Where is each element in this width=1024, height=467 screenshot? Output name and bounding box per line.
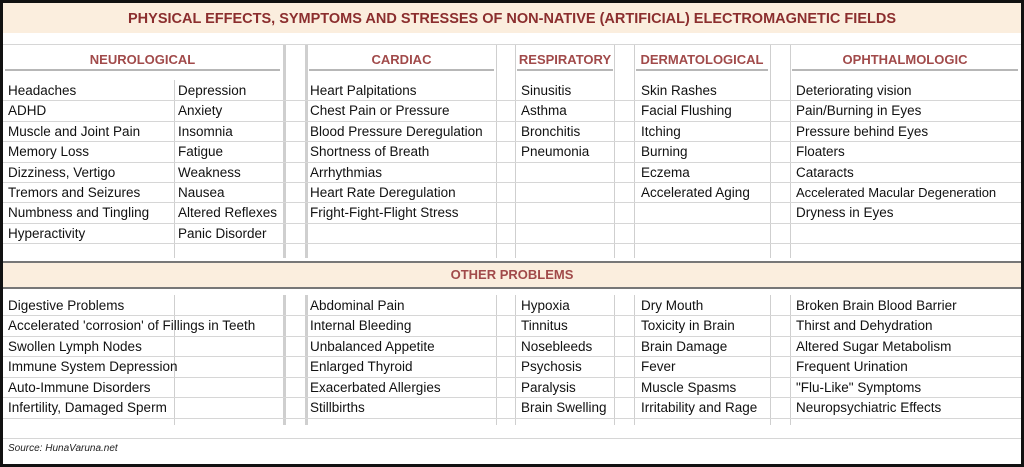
- category-respiratory: RESPIRATORY: [518, 52, 612, 67]
- symptom-cell: Deteriorating vision: [796, 83, 912, 98]
- symptom-cell: Asthma: [521, 103, 567, 119]
- symptom-cell: Digestive Problems: [8, 298, 125, 313]
- symptom-cell: Frequent Urination: [796, 359, 908, 375]
- symptom-cell: Dry Mouth: [641, 298, 704, 313]
- symptom-cell: Exacerbated Allergies: [310, 379, 441, 395]
- symptom-cell: Insomnia: [178, 123, 233, 139]
- symptom-cell: Pneumonia: [521, 144, 590, 160]
- symptom-cell: Thirst and Dehydration: [796, 318, 933, 334]
- symptom-cell: Altered Sugar Metabolism: [796, 338, 952, 354]
- symptom-cell: Altered Reflexes: [178, 205, 278, 221]
- symptom-cell: "Flu-Like" Symptoms: [796, 379, 922, 395]
- symptom-cell: Accelerated Macular Degeneration: [796, 184, 997, 200]
- symptom-cell: Skin Rashes: [641, 83, 717, 98]
- symptom-cell: Panic Disorder: [178, 225, 267, 241]
- symptom-cell: Pressure behind Eyes: [796, 123, 929, 139]
- category-dermatological: DERMATOLOGICAL: [640, 52, 764, 67]
- symptom-cell: Toxicity in Brain: [641, 318, 735, 334]
- symptom-cell: Heart Palpitations: [310, 83, 417, 98]
- symptom-cell: Paralysis: [521, 379, 576, 395]
- symptom-cell: Fever: [641, 359, 676, 375]
- symptom-cell: Shortness of Breath: [310, 144, 430, 160]
- source-credit: Source: HunaVaruna.net: [8, 443, 118, 454]
- symptom-cell: Swollen Lymph Nodes: [8, 338, 142, 354]
- symptom-cell: Abdominal Pain: [310, 298, 405, 313]
- symptom-cell: Internal Bleeding: [310, 318, 412, 334]
- symptom-cell: Tremors and Seizures: [8, 184, 141, 200]
- symptom-cell: Muscle and Joint Pain: [8, 123, 141, 139]
- category-cardiac: CARDIAC: [371, 52, 432, 67]
- category-neurological: NEUROLOGICAL: [89, 52, 196, 67]
- symptom-cell: Stillbirths: [310, 399, 365, 415]
- symptom-cell: Nausea: [178, 184, 225, 200]
- symptom-cell: Floaters: [796, 144, 845, 160]
- symptom-cell: Immune System Depression: [8, 359, 178, 375]
- symptom-cell: Hypoxia: [521, 298, 570, 313]
- symptom-cell: Infertility, Damaged Sperm: [8, 399, 167, 415]
- symptom-cell: Blood Pressure Deregulation: [310, 123, 483, 139]
- symptom-cell: Tinnitus: [521, 318, 568, 334]
- symptom-cell: Accelerated 'corrosion' of Fillings in Teeth: [8, 318, 256, 334]
- symptom-cell: Heart Rate Deregulation: [310, 184, 456, 200]
- symptom-cell: Chest Pain or Pressure: [310, 103, 450, 119]
- symptom-cell: ADHD: [8, 103, 47, 119]
- symptom-cell: Brain Swelling: [521, 399, 607, 415]
- page-title: PHYSICAL EFFECTS, SYMPTOMS AND STRESSES OF NON-NATIVE (ARTIFICIAL) ELECTROMAGNETIC FIELDS: [128, 11, 896, 27]
- symptom-cell: Cataracts: [796, 164, 854, 180]
- symptom-cell: Psychosis: [521, 359, 582, 375]
- symptom-cell: Hyperactivity: [8, 225, 86, 241]
- symptom-cell: Dizziness, Vertigo: [8, 164, 116, 180]
- symptom-cell: Memory Loss: [8, 144, 90, 160]
- symptom-cell: Itching: [641, 123, 681, 139]
- symptom-cell: Fright-Fight-Flight Stress: [310, 205, 459, 221]
- symptom-cell: Arrhythmias: [310, 164, 383, 180]
- symptom-cell: Muscle Spasms: [641, 379, 737, 395]
- symptom-cell: Sinusitis: [521, 83, 572, 98]
- symptom-cell: Numbness and Tingling: [8, 205, 150, 221]
- symptom-cell: Facial Flushing: [641, 103, 732, 119]
- symptom-cell: Pain/Burning in Eyes: [796, 103, 922, 119]
- symptom-cell: Accelerated Aging: [641, 184, 750, 200]
- symptom-cell: Brain Damage: [641, 338, 728, 354]
- other-problems-heading: OTHER PROBLEMS: [450, 267, 574, 282]
- symptom-cell: Nosebleeds: [521, 338, 593, 354]
- symptom-cell: Fatigue: [178, 144, 224, 160]
- symptom-cell: Headaches: [8, 83, 77, 98]
- symptom-cell: Enlarged Thyroid: [310, 359, 413, 375]
- symptom-cell: Depression: [178, 83, 247, 98]
- symptom-cell: Bronchitis: [521, 123, 581, 139]
- symptom-cell: Eczema: [641, 164, 690, 180]
- symptom-cell: Broken Brain Blood Barrier: [796, 298, 957, 313]
- symptom-cell: Unbalanced Appetite: [310, 338, 435, 354]
- symptom-cell: Weakness: [178, 164, 241, 180]
- symptom-cell: Neuropsychiatric Effects: [796, 399, 942, 415]
- symptom-cell: Anxiety: [178, 103, 223, 119]
- symptom-cell: Irritability and Rage: [641, 399, 758, 415]
- symptom-cell: Auto-Immune Disorders: [8, 379, 151, 395]
- category-ophthalmologic: OPHTHALMOLOGIC: [842, 52, 968, 67]
- symptom-cell: Dryness in Eyes: [796, 205, 894, 221]
- symptom-cell: Burning: [641, 144, 688, 160]
